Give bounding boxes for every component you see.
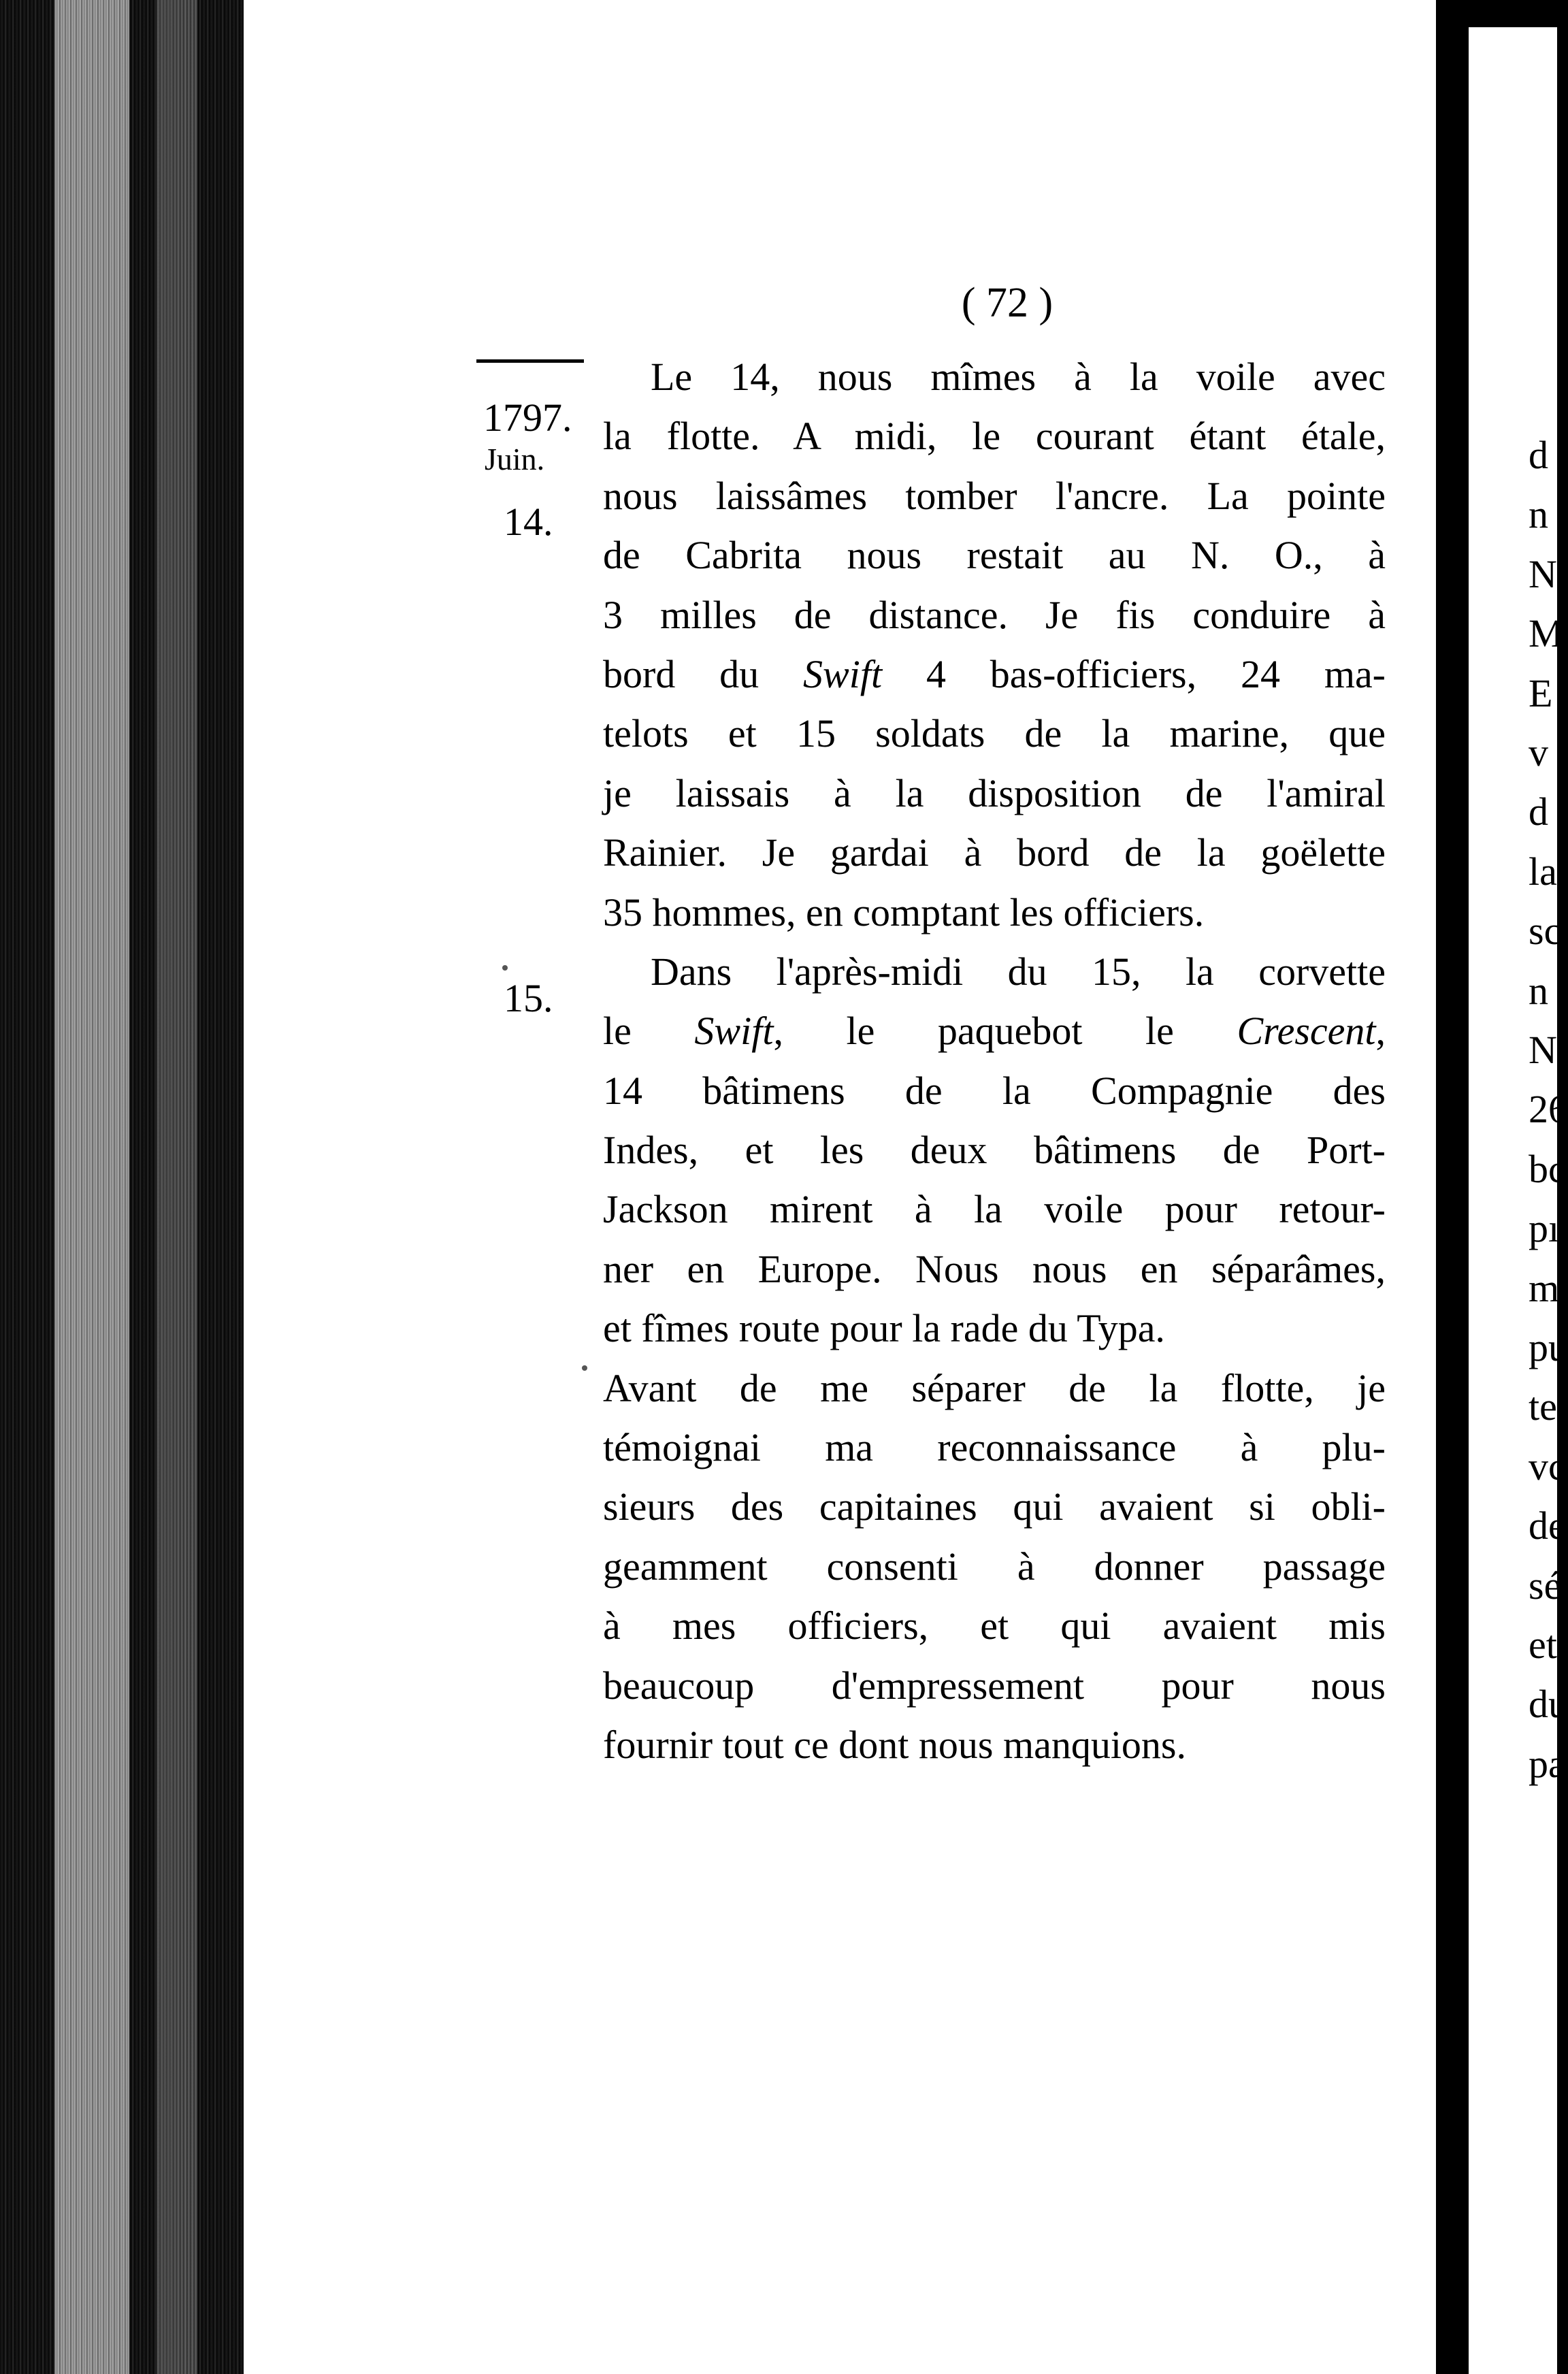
facing-page-fragment: n — [1529, 968, 1548, 1013]
facing-page-fragment: pı — [1529, 1206, 1560, 1251]
facing-page-fragment: v — [1529, 730, 1548, 775]
body-text — [603, 347, 1386, 1774]
margin-day-14: 14. — [504, 500, 553, 544]
facing-page-fragment: n — [1529, 492, 1548, 537]
text-line — [603, 764, 1386, 823]
text-segment: , — [1375, 1009, 1386, 1054]
text-line — [603, 1239, 1386, 1299]
text-line — [603, 466, 1386, 525]
text-line — [603, 883, 1386, 942]
text-segment: le — [603, 1009, 695, 1054]
facing-page-fragment: d — [1529, 790, 1548, 834]
text-line — [603, 1596, 1386, 1655]
facing-page-fragment: E — [1529, 670, 1553, 715]
text-segment: Jackson mirent à la voile pour retour- — [603, 1187, 1386, 1232]
text-segment: 35 hommes, en comptant les officiers. — [603, 890, 1205, 934]
text-segment: à mes officiers, et qui avaient mis — [603, 1604, 1386, 1648]
text-segment: 14 bâtimens de la Compagnie des — [603, 1068, 1386, 1113]
facing-page-fragment: pu — [1529, 1325, 1568, 1369]
italic-ship-name: Swift — [694, 1009, 774, 1054]
facing-page-fragment: vc — [1529, 1444, 1566, 1489]
text-line — [603, 347, 1386, 406]
facing-page-fragment: sé — [1529, 1563, 1562, 1608]
italic-ship-name: Swift — [803, 651, 883, 696]
margin-rule — [476, 359, 584, 363]
text-segment: 4 bas-officiers, 24 ma- — [882, 651, 1386, 696]
facing-page-fragment: N — [1529, 1028, 1557, 1072]
text-segment: ner en Europe. Nous nous en séparâmes, — [603, 1246, 1386, 1291]
facing-page-fragment: M — [1529, 611, 1564, 656]
facing-page-fragment: bc — [1529, 1146, 1566, 1191]
margin-day-15: 15. — [504, 976, 553, 1020]
facing-page-fragment: te — [1529, 1384, 1557, 1429]
text-line — [603, 585, 1386, 645]
text-line — [603, 645, 1386, 704]
text-line — [603, 1061, 1386, 1120]
scan-speck — [582, 1365, 587, 1371]
margin-month: Juin. — [485, 442, 545, 476]
text-line — [603, 1001, 1386, 1060]
text-segment: sieurs des capitaines qui avaient si obli- — [603, 1484, 1386, 1529]
facing-page-fragment: pa — [1529, 1741, 1566, 1786]
text-line — [603, 1359, 1386, 1418]
facing-page-fragment: m — [1529, 1265, 1560, 1310]
book-edge — [0, 0, 245, 2374]
text-segment: je laissais à la disposition de l'amiral — [603, 770, 1386, 815]
facing-page-fragment: N — [1529, 551, 1557, 596]
facing-page-fragment: de — [1529, 1503, 1566, 1548]
text-segment: et fîmes route pour la rade du Typa. — [603, 1306, 1165, 1351]
book-gutter — [1436, 0, 1469, 2374]
text-segment: Le 14, nous mîmes à la voile avec — [651, 355, 1386, 399]
facing-page-fragment: d — [1529, 433, 1548, 477]
facing-page-edge — [1469, 27, 1568, 2374]
facing-page-fragment: et — [1529, 1623, 1557, 1667]
text-segment: Dans l'après-midi du 15, la corvette — [651, 949, 1386, 994]
text-line — [603, 1299, 1386, 1358]
text-line — [603, 1537, 1386, 1596]
text-segment: telots et 15 soldats de la marine, que — [603, 711, 1386, 756]
page-stack-shadow — [157, 0, 197, 2374]
facing-page-fragment: sc — [1529, 909, 1562, 954]
text-segment: , le paquebot le — [773, 1009, 1237, 1054]
text-line — [603, 942, 1386, 1001]
text-line — [603, 525, 1386, 585]
page-stack-edge — [54, 0, 129, 2374]
text-segment: beaucoup d'empressement pour nous — [603, 1663, 1386, 1708]
margin-year: 1797. — [483, 395, 572, 440]
text-line — [603, 1656, 1386, 1715]
scan-speck — [502, 965, 508, 971]
text-segment: fournir tout ce dont nous manquions. — [603, 1722, 1187, 1767]
text-line — [603, 704, 1386, 763]
text-segment: témoignai ma reconnaissance à plu- — [603, 1425, 1386, 1470]
text-line — [603, 823, 1386, 882]
facing-page-fragment: la — [1529, 849, 1557, 894]
facing-page-fragment: du — [1529, 1682, 1568, 1727]
text-line — [603, 406, 1386, 466]
text-segment: la flotte. A midi, le courant étant étale, — [603, 414, 1386, 459]
facing-page-fragment: 26 — [1529, 1087, 1568, 1132]
text-line — [603, 1715, 1386, 1774]
text-line — [603, 1120, 1386, 1180]
text-segment: de Cabrita nous restait au N. O., à — [603, 533, 1386, 578]
text-segment: Rainier. Je gardai à bord de la goëlette — [603, 830, 1386, 875]
italic-ship-name: Crescent — [1237, 1009, 1376, 1054]
text-segment: geamment consenti à donner passage — [603, 1544, 1386, 1589]
text-segment: Indes, et les deux bâtimens de Port- — [603, 1128, 1386, 1173]
text-line — [603, 1477, 1386, 1536]
text-segment: 3 milles de distance. Je fis conduire à — [603, 592, 1386, 637]
text-segment: Avant de me séparer de la flotte, je — [603, 1365, 1386, 1410]
text-line — [603, 1418, 1386, 1477]
text-line — [603, 1180, 1386, 1239]
text-segment: nous laissâmes tomber l'ancre. La pointe — [603, 473, 1386, 518]
text-segment: bord du — [603, 651, 804, 696]
page-header: ( 72 ) — [961, 280, 1054, 326]
